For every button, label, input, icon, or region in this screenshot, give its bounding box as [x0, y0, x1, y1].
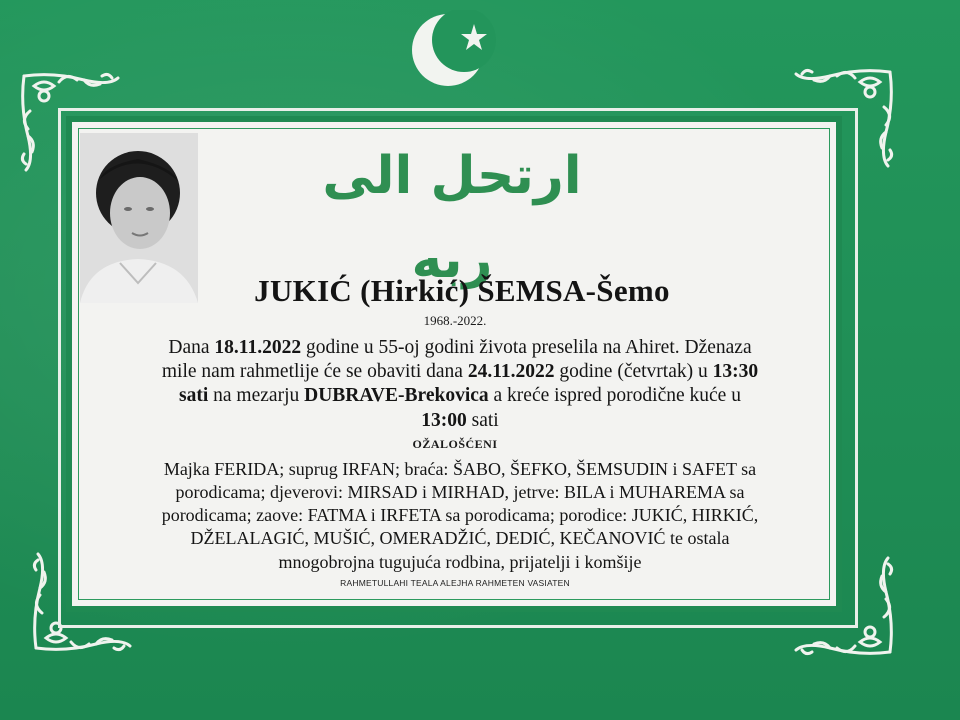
mourners-line: DŽELALAGIĆ, MUŠIĆ, OMERADŽIĆ, DEDIĆ, KEČANOVIĆ te ostala	[190, 528, 730, 548]
mourners-line: Majka FERIDA; suprug IRFAN; braća: ŠABO, ŠEFKO, ŠEMSUDIN i SAFET sa	[163, 459, 757, 479]
announcement-line-2: mile nam rahmetlije će se obaviti dana 24.11.2022 godine (četvrtak) u 13:30	[161, 361, 759, 382]
mourners-line: porodicama; zaove: FATMA i IRFETA sa porodicama; porodice: JUKIĆ, HIRKIĆ,	[161, 505, 759, 525]
crescent-star-icon	[408, 10, 498, 90]
mourners-line: mnogobrojna tugujuća rodbina, prijatelji i komšije	[278, 552, 642, 572]
closing-prayer: RAHMETULLAHI TEALA ALEJHA RAHMETEN VASIATEN	[340, 578, 570, 588]
announcement-line-4: 13:00 sati	[421, 410, 499, 431]
announcement-line-1: Dana 18.11.2022 godine u 55-oj godini života preselila na Ahiret. Dženaza	[168, 337, 752, 358]
portrait-photo	[80, 133, 198, 303]
announcement-line-3: sati na mezarju DUBRAVE-Brekovica a kreće ispred porodične kuće u	[179, 385, 741, 406]
life-years: 1968.-2022.	[423, 313, 487, 328]
deceased-name: JUKIĆ (Hirkić) ŠEMSA-Šemo	[254, 273, 670, 308]
arabic-calligraphy: ارتحل الى ربه	[322, 146, 582, 290]
mourners-title: OŽALOŠĆENI	[412, 437, 498, 451]
mourners-line: porodicama; djeverovi: MIRSAD i MIRHAD, jetrve: BILA i MUHAREMA sa	[175, 482, 745, 502]
